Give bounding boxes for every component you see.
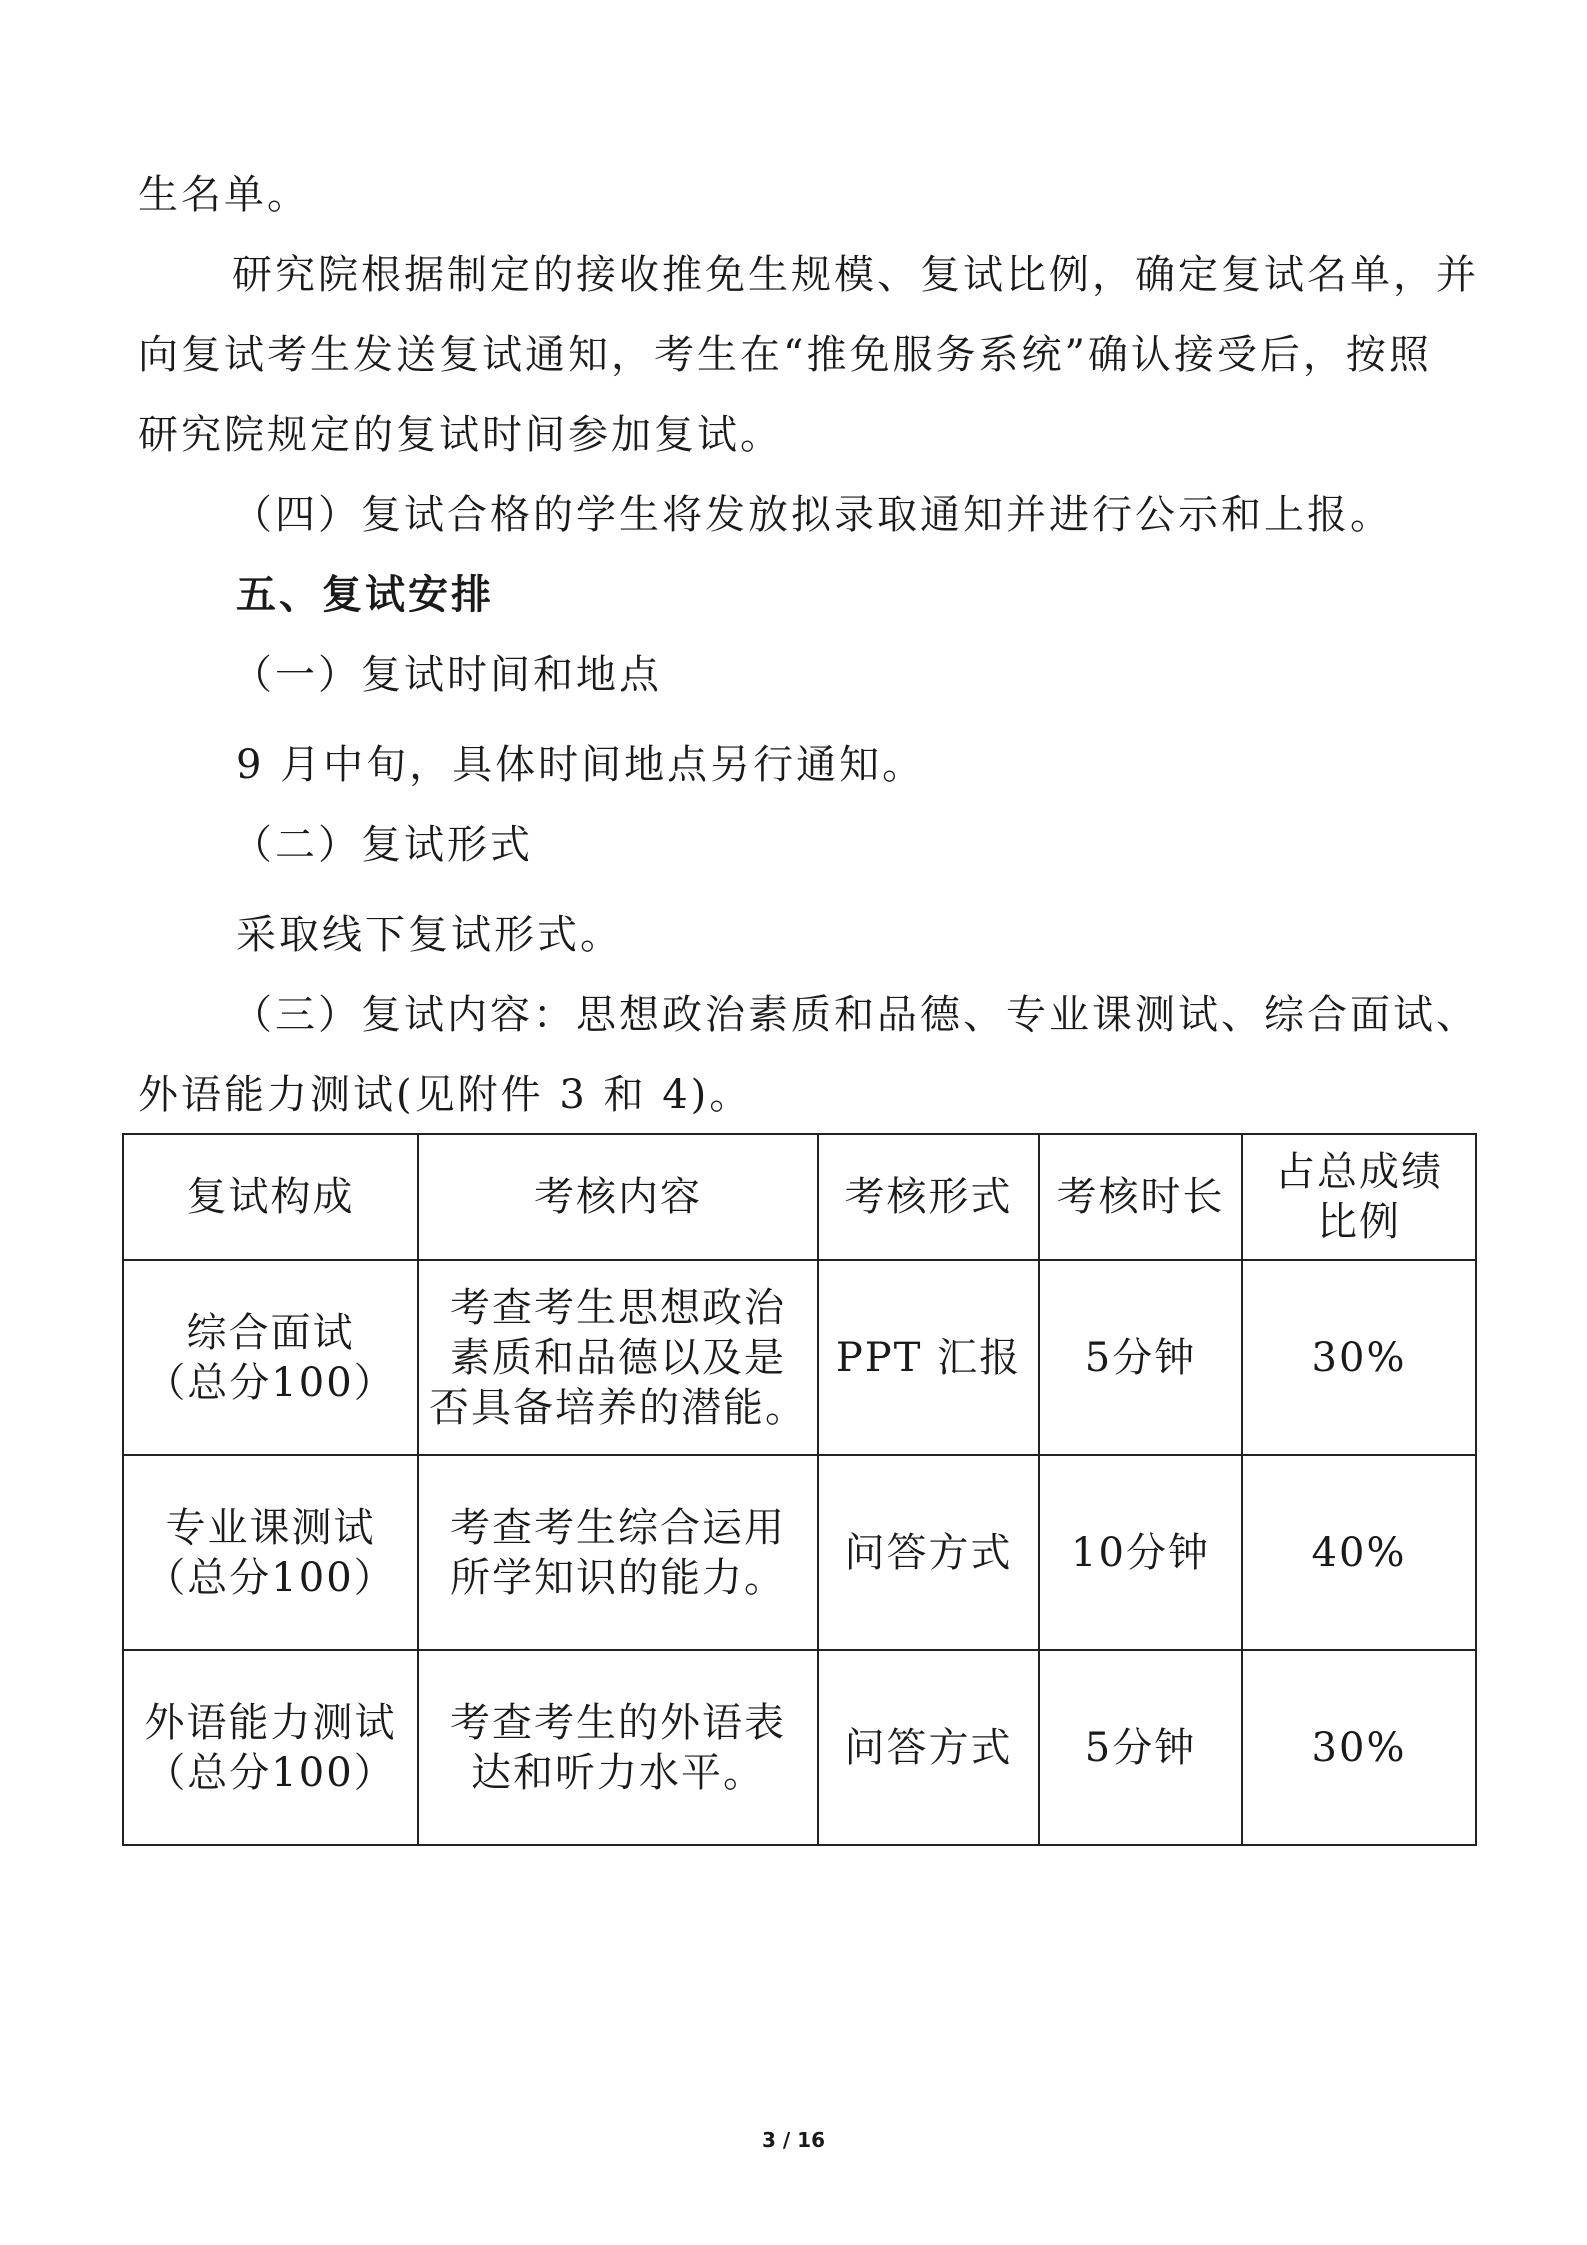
component-cell — [123, 1260, 418, 1455]
table-row — [123, 1455, 1476, 1650]
cell-line: 考查考生思想政治 — [450, 1284, 786, 1331]
cell-line: 所学知识的能力。 — [450, 1554, 786, 1601]
cell-line: （总分100） — [145, 1749, 396, 1796]
ratio-cell: 30% — [1242, 1260, 1476, 1455]
paragraph-line: 向复试考生发送复试通知，考生在“推免服务系统”确认接受后，按照 — [138, 332, 1432, 378]
ratio-cell: 30% — [1242, 1650, 1476, 1845]
cell-line: 否具备培养的潜能。 — [429, 1384, 807, 1431]
paragraph-line: （四）复试合格的学生将发放拟录取通知并进行公示和上报。 — [232, 492, 1393, 538]
cell-line: 外语能力测试 — [144, 1699, 397, 1746]
form-cell: 问答方式 — [818, 1455, 1039, 1650]
content-cell — [418, 1455, 818, 1650]
content-cell — [418, 1260, 818, 1455]
subsection-heading: （二）复试形式 — [232, 822, 533, 868]
header-cell: 考核时长 — [1039, 1134, 1242, 1260]
table-row — [123, 1650, 1476, 1845]
header-cell: 考核形式 — [818, 1134, 1039, 1260]
form-cell: 问答方式 — [818, 1650, 1039, 1845]
paragraph-line: （三）复试内容：思想政治素质和品德、专业课测试、综合面试、 — [232, 992, 1479, 1038]
interview-arrangement-table — [122, 1133, 1477, 1846]
content-cell — [418, 1650, 818, 1845]
cell-line: 考查考生综合运用 — [450, 1504, 786, 1551]
cell-line: 素质和品德以及是 — [450, 1334, 786, 1381]
paragraph-line: 研究院根据制定的接收推免生规模、复试比例，确定复试名单，并 — [232, 252, 1479, 298]
paragraph-line: 外语能力测试(见附件 3 和 4)。 — [138, 1072, 753, 1118]
duration-cell: 5分钟 — [1039, 1260, 1242, 1455]
paragraph-line: 采取线下复试形式。 — [236, 912, 623, 958]
table-row — [123, 1260, 1476, 1455]
form-cell: PPT 汇报 — [818, 1260, 1039, 1455]
paragraph-line: 生名单。 — [138, 172, 310, 218]
duration-cell: 5分钟 — [1039, 1650, 1242, 1845]
subsection-heading: （一）复试时间和地点 — [232, 652, 662, 698]
cell-line: 综合面试 — [186, 1309, 355, 1356]
header-cell — [1242, 1134, 1476, 1260]
component-cell — [123, 1455, 418, 1650]
cell-line: 达和听力水平。 — [471, 1749, 765, 1796]
paragraph-line: 研究院规定的复试时间参加复试。 — [138, 412, 783, 458]
component-cell — [123, 1650, 418, 1845]
section-heading: 五、复试安排 — [236, 572, 494, 618]
header-cell: 复试构成 — [123, 1134, 418, 1260]
cell-line: 专业课测试 — [165, 1504, 376, 1551]
table-header-row — [123, 1134, 1476, 1260]
page-number: 3 / 16 — [762, 2128, 825, 2152]
ratio-cell: 40% — [1242, 1455, 1476, 1650]
paragraph-line: 9 月中旬，具体时间地点另行通知。 — [236, 742, 926, 788]
cell-line: （总分100） — [145, 1359, 396, 1406]
duration-cell: 10分钟 — [1039, 1455, 1242, 1650]
header-cell-line: 比例 — [1317, 1199, 1401, 1245]
header-cell-line: 占总成绩 — [1275, 1149, 1443, 1195]
cell-line: 考查考生的外语表 — [450, 1699, 786, 1746]
cell-line: （总分100） — [145, 1554, 396, 1601]
header-cell: 考核内容 — [418, 1134, 818, 1260]
